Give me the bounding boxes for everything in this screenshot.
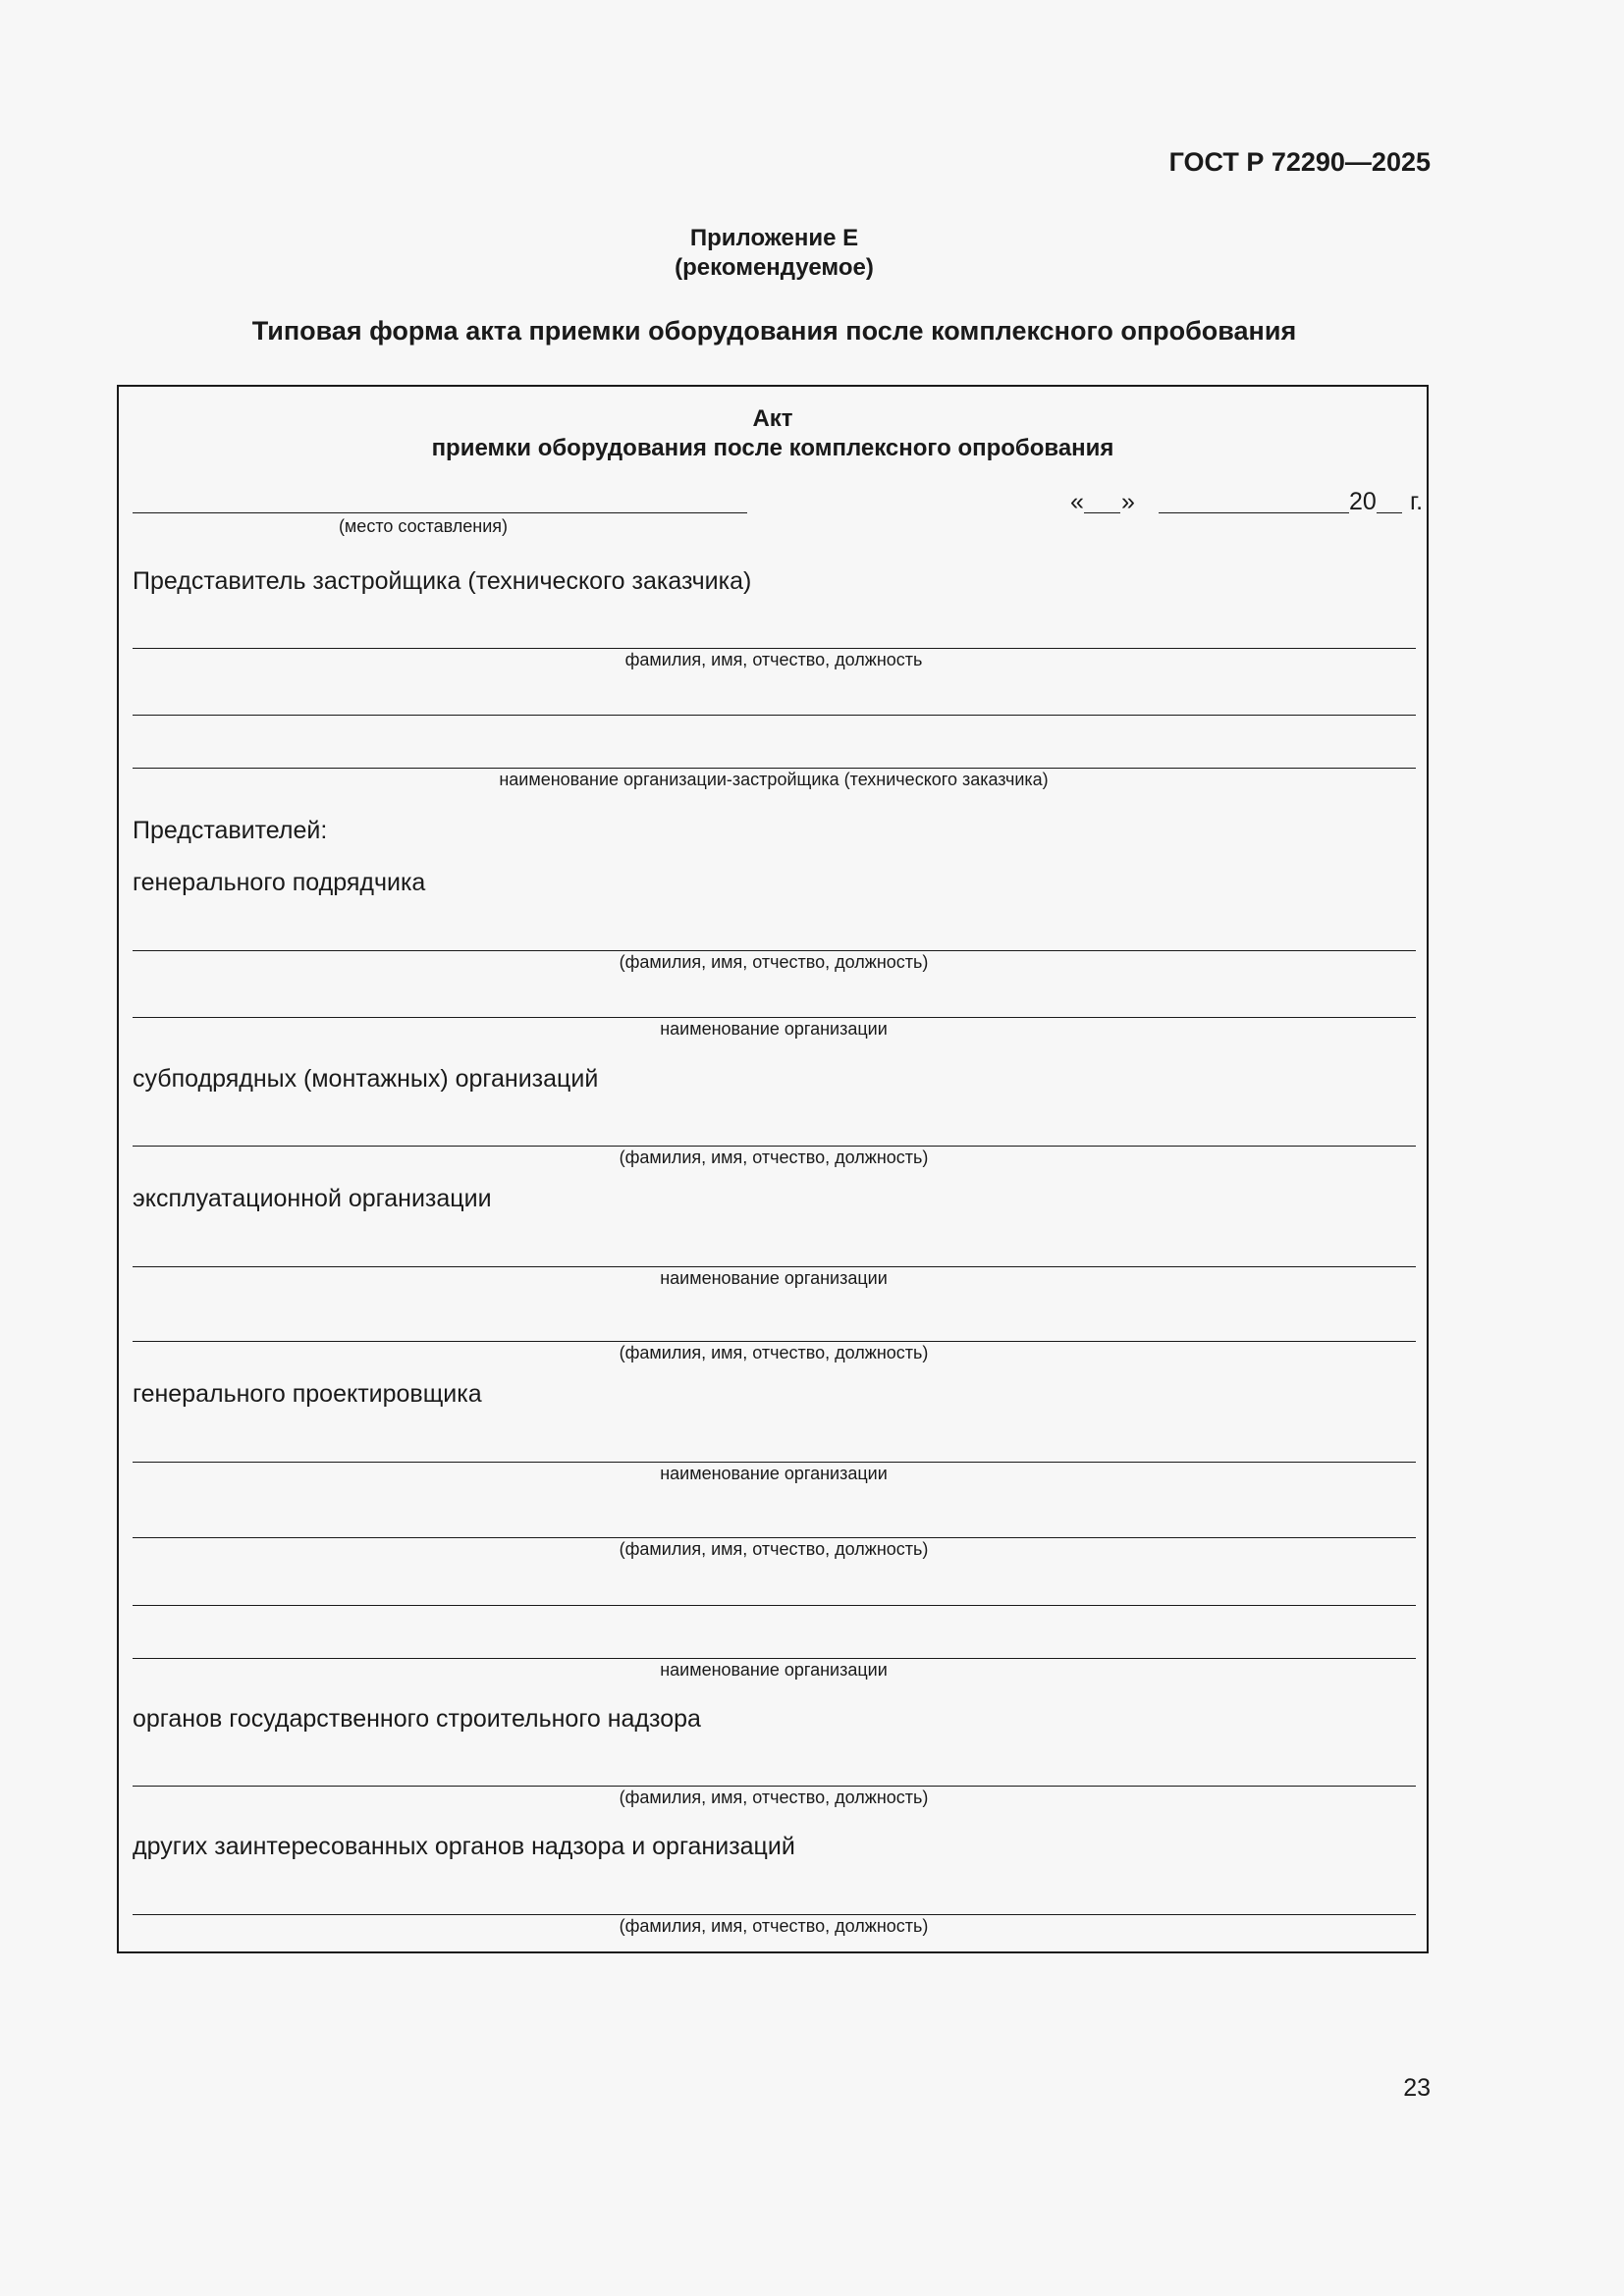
date-open-quote: « <box>1070 488 1084 515</box>
date-year-suffix: г. <box>1410 488 1424 515</box>
general-contractor-org-line[interactable] <box>133 1017 1416 1018</box>
operating-org-label: эксплуатационной организации <box>133 1185 492 1212</box>
developer-org-line-2[interactable] <box>133 768 1416 769</box>
developer-org-line-1[interactable] <box>133 715 1416 716</box>
act-title: Акт <box>752 405 793 432</box>
appendix-title: Приложение Е <box>689 225 859 251</box>
place-caption: (место составления) <box>338 516 509 536</box>
general-contractor-fio-caption: (фамилия, имя, отчество, должность) <box>619 952 929 972</box>
general-designer-name-caption: наименование организации <box>660 1464 888 1483</box>
appendix-heading <box>0 224 1548 283</box>
other-bodies-label: других заинтересованных органов надзора и организаций <box>133 1833 795 1860</box>
act-subtitle: приемки оборудования после комплексного опробования <box>431 435 1114 461</box>
general-designer-org-caption: наименование организации <box>660 1660 888 1680</box>
general-designer-org-line-2[interactable] <box>133 1658 1416 1659</box>
representatives-label: Представителей: <box>133 817 328 844</box>
developer-rep-label: Представитель застройщика (технического заказчика) <box>133 567 752 595</box>
operating-org-fio-line[interactable] <box>133 1341 1416 1342</box>
operating-org-name-caption: наименование организации <box>660 1268 888 1288</box>
general-contractor-org-caption: наименование организации <box>660 1019 888 1039</box>
document-title: Типовая форма акта приемки оборудования после комплексного опробования <box>251 316 1297 346</box>
general-designer-org-line-1[interactable] <box>133 1605 1416 1606</box>
general-designer-fio-line[interactable] <box>133 1537 1416 1538</box>
general-designer-name-line[interactable] <box>133 1462 1416 1463</box>
date-month-field[interactable] <box>1159 512 1349 513</box>
operating-org-name-line[interactable] <box>133 1266 1416 1267</box>
developer-rep-fio-caption: фамилия, имя, отчество, должность <box>624 650 923 669</box>
date-year-prefix: 20 <box>1349 488 1377 515</box>
act-heading <box>119 404 1427 463</box>
appendix-status: (рекомендуемое) <box>675 254 874 281</box>
general-designer-fio-caption: (фамилия, имя, отчество, должность) <box>619 1539 929 1559</box>
act-form <box>117 385 1429 1953</box>
page-number: 23 <box>1403 2074 1431 2102</box>
date-day-field[interactable] <box>1084 512 1120 513</box>
operating-org-fio-caption: (фамилия, имя, отчество, должность) <box>619 1343 929 1362</box>
state-supervision-fio-caption: (фамилия, имя, отчество, должность) <box>619 1788 929 1807</box>
standard-code: ГОСТ Р 72290—2025 <box>1168 147 1431 177</box>
developer-rep-fio-line[interactable] <box>133 648 1416 649</box>
developer-org-caption: наименование организации-застройщика (технического заказчика) <box>499 770 1049 789</box>
subcontractor-fio-line[interactable] <box>133 1146 1416 1147</box>
date-year-field[interactable] <box>1377 512 1402 513</box>
general-contractor-fio-line[interactable] <box>133 950 1416 951</box>
state-supervision-label: органов государственного строительного надзора <box>133 1705 701 1733</box>
state-supervision-fio-line[interactable] <box>133 1786 1416 1787</box>
date-close-quote: » <box>1121 488 1135 515</box>
general-contractor-label: генерального подрядчика <box>133 869 426 896</box>
general-designer-label: генерального проектировщика <box>133 1380 482 1408</box>
subcontractor-fio-caption: (фамилия, имя, отчество, должность) <box>619 1148 929 1167</box>
other-bodies-fio-caption: (фамилия, имя, отчество, должность) <box>619 1916 929 1936</box>
other-bodies-fio-line[interactable] <box>133 1914 1416 1915</box>
place-field-line[interactable] <box>133 512 747 513</box>
subcontractor-label: субподрядных (монтажных) организаций <box>133 1065 599 1093</box>
